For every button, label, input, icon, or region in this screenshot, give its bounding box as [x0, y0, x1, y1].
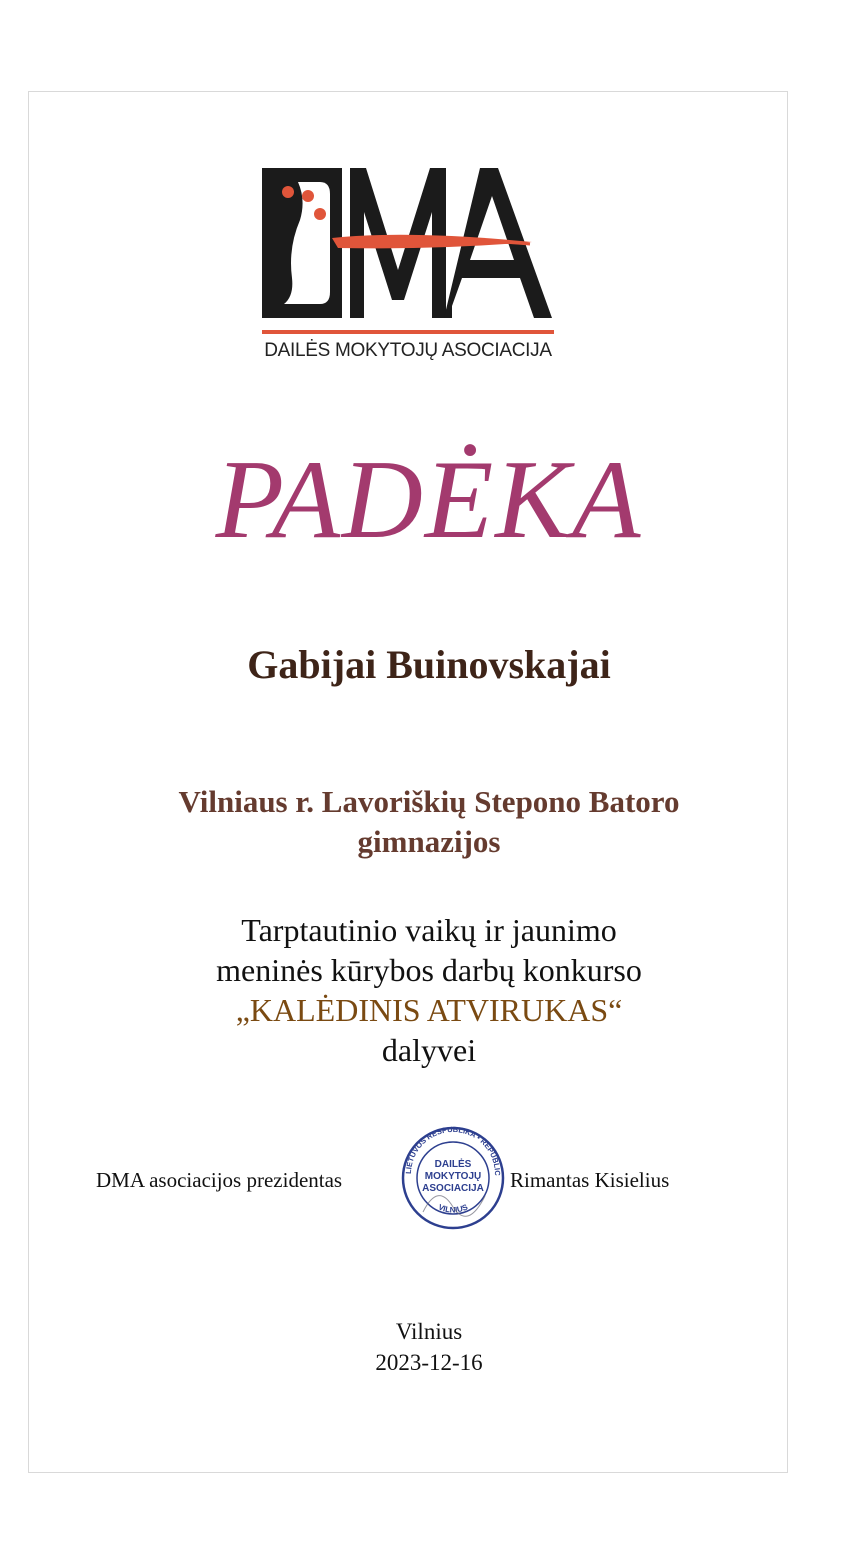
- stamp-center-line-1: DAILĖS: [434, 1159, 472, 1170]
- stamp-center-line-3: ASOCIACIJA: [422, 1183, 484, 1194]
- association-stamp: [393, 1112, 513, 1247]
- school-line-1: Vilniaus r. Lavoriškių Stepono Batoro: [178, 784, 680, 819]
- contest-line-2: meninės kūrybos darbų konkurso: [216, 952, 642, 988]
- contest-name: „KALĖDINIS ATVIRUKAS“: [235, 992, 623, 1028]
- date: 2023-12-16: [375, 1350, 483, 1375]
- stamp-city-text: VILNIUS: [436, 1202, 470, 1215]
- stamp-center-line-2: MOKYTOJŲ: [424, 1171, 482, 1182]
- signer-role: DMA asociacijos prezidentas: [96, 1168, 343, 1192]
- school-name: [0, 782, 858, 862]
- contest-line-4: dalyvei: [381, 1032, 477, 1068]
- signature-row: [0, 1112, 858, 1252]
- school-line-2: gimnazijos: [357, 824, 501, 859]
- logo-caption: DAILĖS MOKYTOJŲ ASOCIACIJA: [264, 340, 552, 361]
- certificate-title: PADĖKA: [215, 438, 643, 562]
- city: Vilnius: [395, 1319, 463, 1344]
- recipient-name: Gabijai Buinovskajai: [247, 642, 611, 687]
- dma-logo: [258, 160, 558, 375]
- contest-line-1: Tarptautinio vaikų ir jaunimo: [241, 912, 617, 948]
- place-and-date: [0, 1316, 858, 1378]
- contest-description: [0, 910, 858, 1070]
- stamp-seal-icon: [393, 1112, 513, 1247]
- stamp-outer-text: LIETUVOS RESPUBLIKA • REPUBLIC: [403, 1124, 503, 1176]
- dma-logo-mark: [258, 160, 558, 340]
- signer-name: Rimantas Kisielius: [510, 1168, 670, 1192]
